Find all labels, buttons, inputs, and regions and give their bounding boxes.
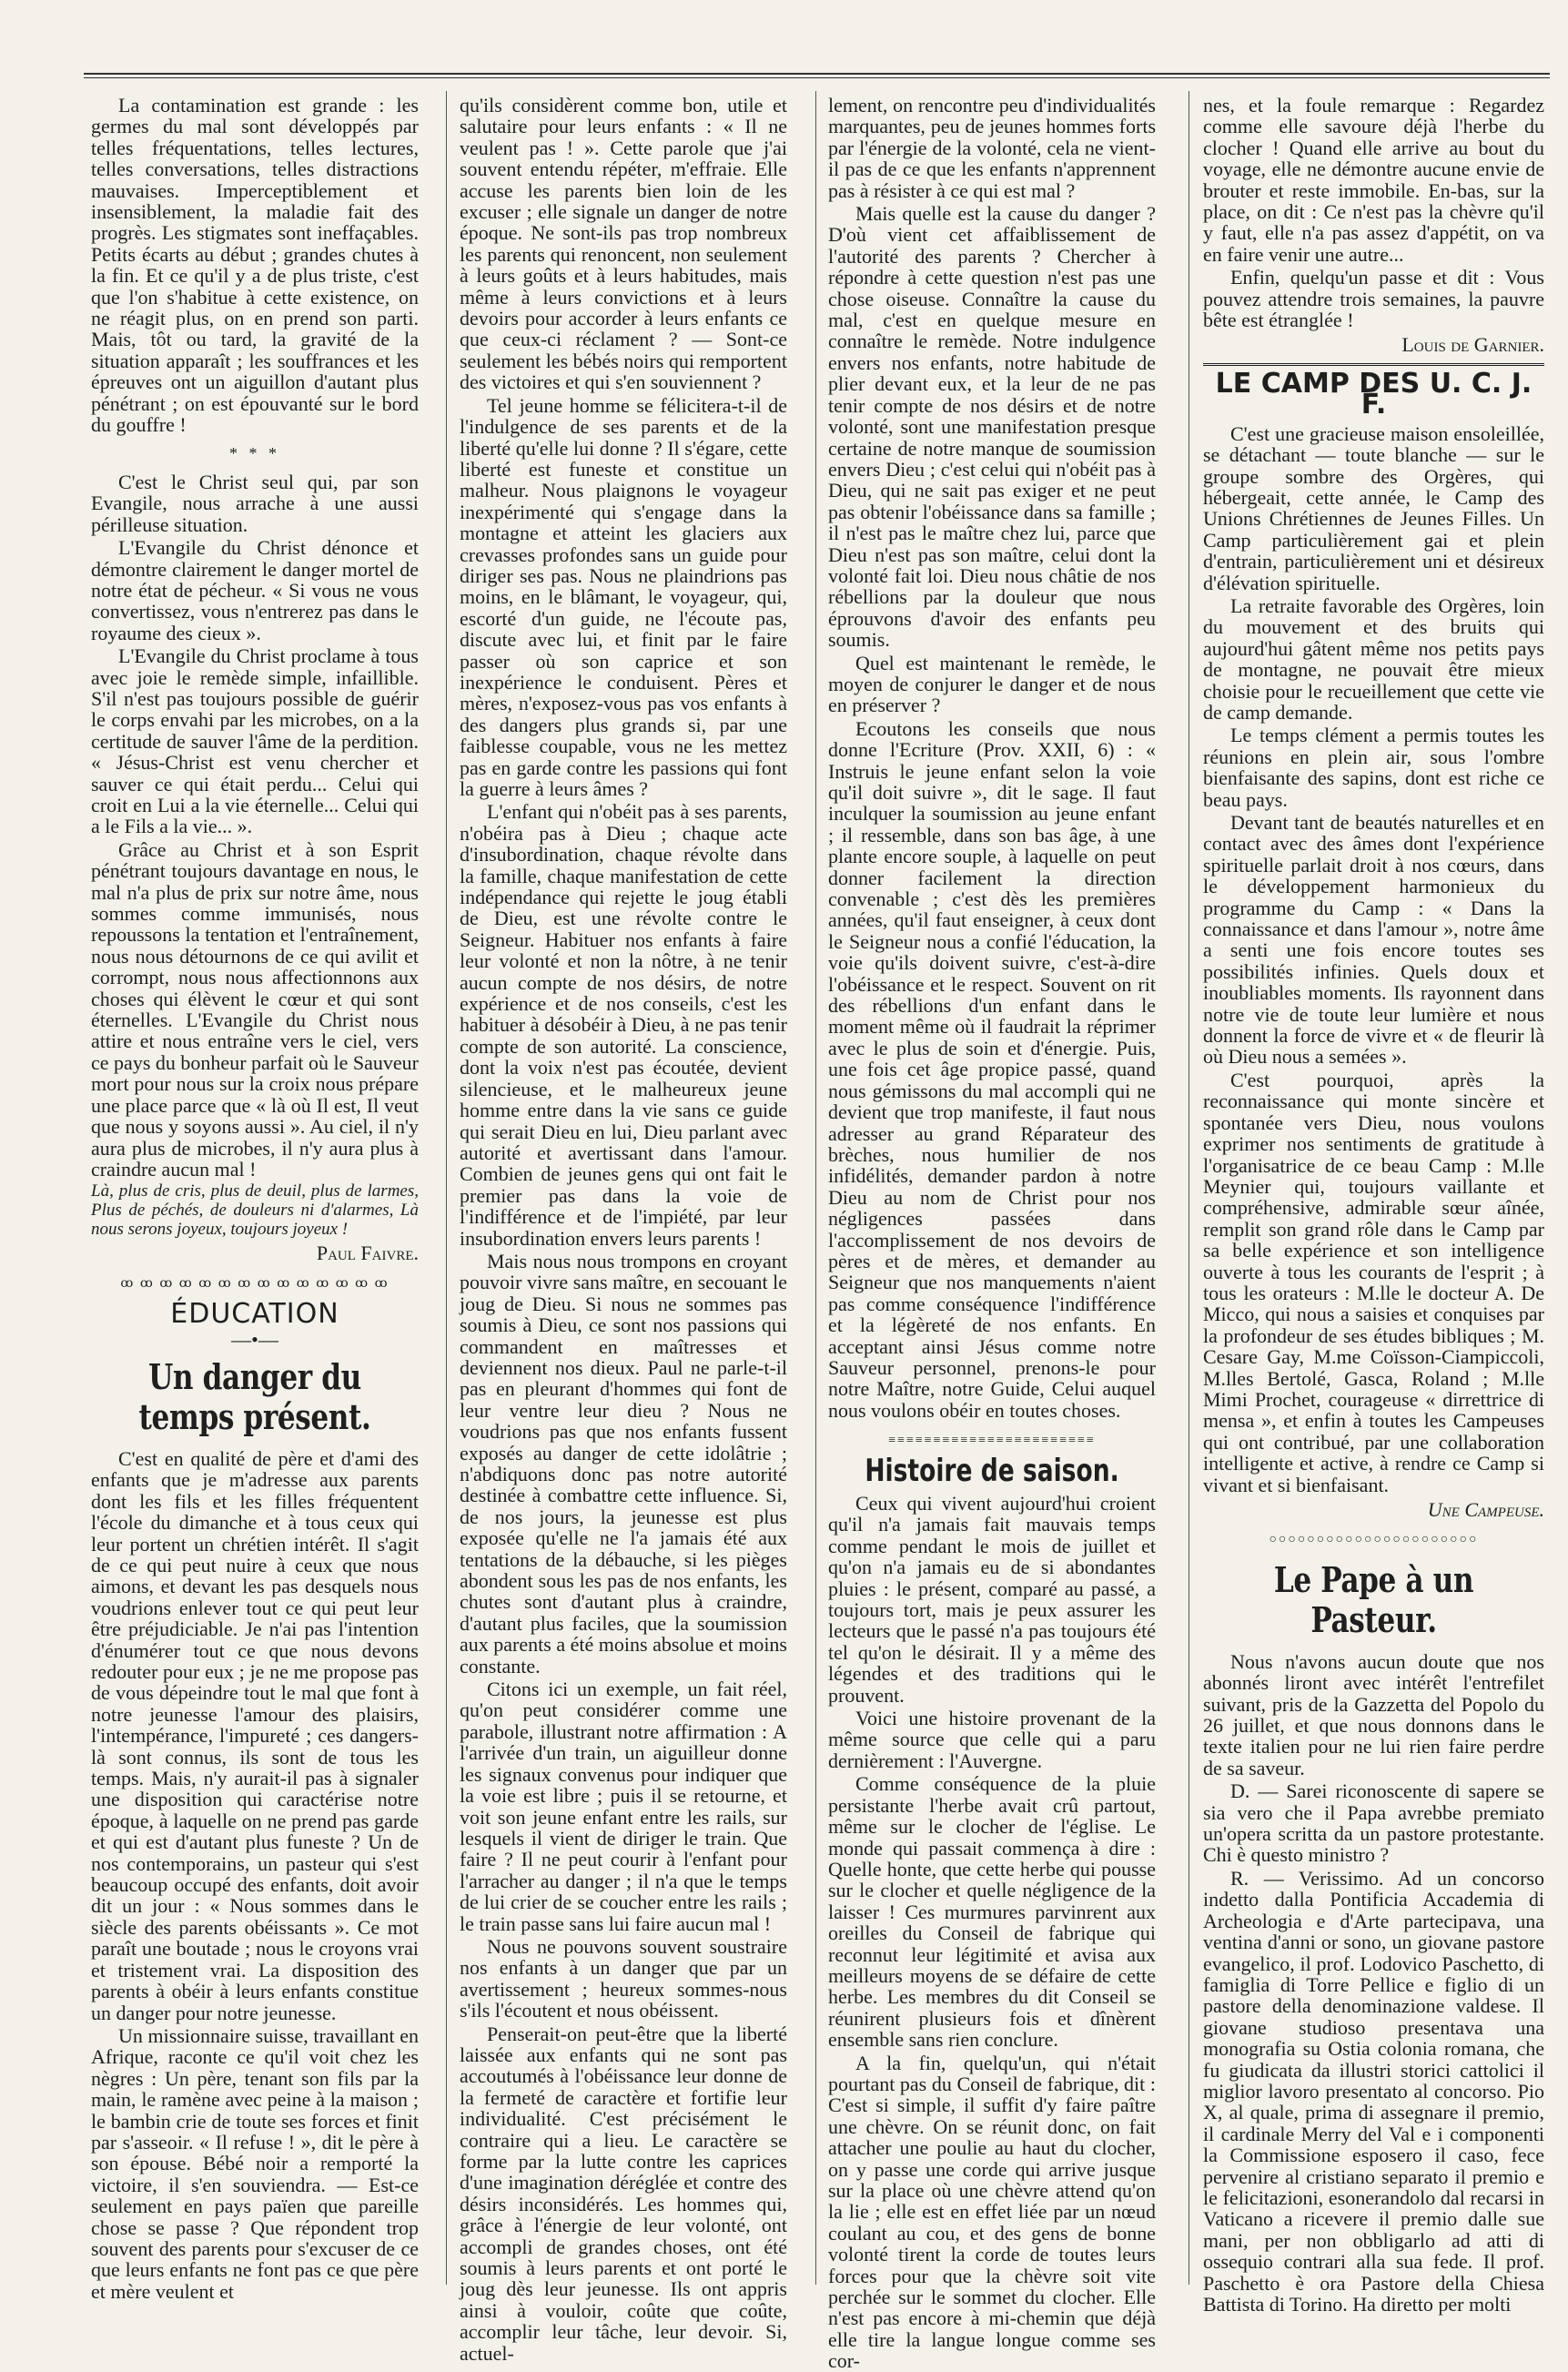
paragraph: La contamination est grande : les germes du mal sont développés par telles fréquentations, telles lectures, telles conversations, telles distractions mauvaises. Imperceptiblement et insensiblement, la maladie fait des progrès. Les stigmates sont ineffaçables. Petits écarts au début ; grandes chutes à la fin. Et ce qu'il y a de plus triste, c'est que l'on s'habitue à cette existence, on ne réagit plus, on en prend son parti. Mais, tôt ou tard, la gravité de la situation apparaît ; les souffrances et les épreuves ont un aiguillon d'autant plus pénétrant ; on est épouvanté sur le bord du gouffre ! (91, 94, 419, 437)
column-divider (815, 91, 816, 2285)
paragraph: Nous ne pouvons souvent soustraire nos enfants à un danger que par un avertissement ; heureux sommes-nous s'ils l'écoutent et nous obéissent. (460, 1934, 787, 2022)
paragraph: Quel est maintenant le remède, le moyen de conjurer le danger et de nous en préserver ? (828, 651, 1156, 717)
paragraph: Mais quelle est la cause du danger ? D'où vient cet affaiblissement de l'autorité des parents ? Chercher à répondre à cette question n'est pas une chose oiseuse. Connaître la cause du mal, c'est en quelque mesure en connaître le remède. Notre indulgence envers nos enfants, notre habitude de plier devant eux, et la leur de ne pas tenir compte de nos désirs et de notre volonté, sont une manifestation presque certaine de notre manque de soumission envers Dieu ; c'est celui qui n'obéit pas à Dieu, qui ne sait pas exiger et ne peut pas obtenir l'obéissance dans sa famille ; il n'est pas le maître chez lui, parce que Dieu n'est pas son maître, celui dont la volonté fait loi. Dieu nous châtie de nos rébellions par la douleur que nous éprouvons d'avoir des enfants peu soumis. (828, 202, 1156, 652)
paragraph: L'Evangile du Christ dénonce et démontre clairement le danger mortel de notre état de pécheur. « Si vous ne vous convertissez, vous n'entrerez pas dans le royaume des cieux ». (91, 536, 419, 644)
paragraph: Tel jeune homme se félicitera-t-il de l'indulgence de ses parents et de la liberté qu'elle lui donne ? Il s'égare, cette liberté est funeste et constitue un malheur. Nous plaignons le voyageur inexpérimenté qui s'engage dans la montagne et atteint les glaciers aux crevasses profondes sans un guide pour diriger ses pas. Nous ne plaindrions pas moins, en le blâmant, le voyageur, qui, escorté d'un guide, ne l'écoute pas, discute avec lui, et finit par le faire passer où son caprice et son inexpérience le conduisent. Pères et mères, n'exposez-vous pas vos enfants à des dangers plus grands si, par une faiblesse coupable, vous ne les mettez pas en garde contre les passions qui font la guerre à leurs âmes ? (460, 393, 787, 800)
section-heading: ÉDUCATION (170, 1298, 339, 1331)
column-4 (1203, 94, 1544, 2316)
paragraph: Comme conséquence de la pluie persistante l'herbe avait crû partout, même sur le clocher de l'église. Le monde qui passait commença à dire : Quelle honte, que cette herbe qui pousse sur le clocher et quelle négligence de la laisser ! Ces murmures parvinrent aux oreilles du Conseil de fabrique qui reconnut leur légitimité et avisa aux meilleurs moyens de se défaire de cette herbe. Les membres du dit Conseil se réunirent plusieurs fois et dînèrent ensemble sans rien conclure. (828, 1772, 1156, 2052)
paragraph: C'est une gracieuse maison ensoleillée, se détachant — toute blanche — sur le groupe sombre des Orgères, qui hébergeait, cette année, le Camp des Unions Chrétiennes de Jeunes Filles. Un Camp particulièrement gai et plein d'entrain, particulièrement uni et désireux d'élévation spirituelle. (1203, 421, 1544, 594)
paragraph: Penserait-on peut-être que la liberté laissée aux enfants qui ne sont pas accoutumés à l'obéissance leur donne de la fermeté de caractère et fortifie leur individualité. C'est précisément le contraire qui a lieu. Le caractère se forme par la lutte contre les caprices d'une imagination déréglée et contre des désirs inconsidérés. Les hommes qui, grâce à l'énergie de leur volonté, ont accompli de grandes choses, ont été soumis à leurs parents et ont porté le joug dès leur jeunesse. Ils ont appris ainsi à vouloir, coûte que coûte, accomplir leur tâche, leur devoir. Si, actuel- (460, 2022, 787, 2365)
column-3 (828, 94, 1156, 2372)
paragraph: Grâce au Christ et à son Esprit pénétrant toujours davantage en nous, le mal n'a plus de prix sur notre âme, nous sommes comme immunisés, nous repoussons la tentation et l'entraînement, nous nous détournons de ce qui avilit et corrompt, nous nous affectionnons aux choses qui élèvent le cœur et qui sont éternelles. L'Evangile du Christ nous attire et nous entraîne vers le ciel, vers ce pays du bonheur parfait où le Sauveur mort pour nous sur la croix nous prépare une place parce que « là où Il est, Il veut que nous y soyons aussi ». Au ciel, il n'y aura plus de microbes, il n'y aura plus à craindre aucun mal ! (91, 837, 419, 1181)
verse: Là, plus de cris, plus de deuil, plus de larmes, Plus de péchés, de douleurs ni d'alarmes, Là nous serons joyeux, toujours joyeux ! (91, 1181, 419, 1240)
paragraph: L'Evangile du Christ proclame à tous avec joie le remède simple, infaillible. S'il n'est pas toujours possible de guérir le corps envahi par les microbes, on a la certitude de sauver l'âme de la perdition. « Jésus-Christ est venu chercher et sauver ce qui était perdu... Celui qui croit en Lui a la vie éternelle... Celui qui a le Fils a la vie... ». (91, 644, 419, 838)
article-title: Le Pape à un Pasteur. (1273, 1558, 1474, 1640)
paragraph: lement, on rencontre peu d'individualités marquantes, peu de jeunes hommes forts par l'énergie de la volonté, cela ne vient-il pas de ce que les enfants n'apprennent pas à résister à ce qui est mal ? (828, 94, 1156, 202)
paragraph: Mais nous nous trompons en croyant pouvoir vivre sans maître, en secouant le joug de Dieu. Si nous ne sommes pas soumis à Dieu, ce sont nos passions qui commandent en maîtresses et deviennent nos dieux. Paul ne parle-t-il pas en pleurant d'hommes qui font de leur ventre leur dieu ? Nous ne voudrions pas que nos enfants fussent exposés au danger de cette idolâtrie ; n'abdiquons donc pas notre autorité destinée à combattre cette influence. Si, de nos jours, la jeunesse est plus exposée qu'elle ne l'a jamais été aux tentations de la débauche, si les pièges abondent sous les pas de nos enfants, les chutes sont d'autant plus à craindre, d'autant plus faciles, que la soumission aux parents a été moins absolue et moins constante. (460, 1249, 787, 1678)
article-title: Un danger du temps présent. (138, 1355, 371, 1437)
signature: Une Campeuse. (1427, 1498, 1544, 1521)
article-title: LE CAMP DES U. C. J. F. (1215, 367, 1533, 421)
paragraph: La retraite favorable des Orgères, loin du mouvement et des bruits qui aujourd'hui gâtent même nos petits pays de montagne, ne pouvait être mieux choisie pour le recueillement que cette vie de camp demande. (1203, 593, 1544, 724)
paragraph: Nous n'avons aucun doute que nos abonnés liront avec intérêt l'entrefilet suivant, pris de la Gazzetta del Popolo du 26 juillet, et que nous donnons dans le texte italien pour ne lui rien faire perdre de sa saveur. (1203, 1649, 1544, 1779)
paragraph: C'est en qualité de père et d'ami des enfants que je m'adresse aux parents dont les fils et les filles fréquentent l'école du dimanche et à tous ceux qui leur portent un chrétien intérêt. Il s'agit de ce qui peut nuire à ceux que nous aimons, et devant les pas desquels nous voudrions enlever tout ce qui peut leur être préjudiciable. Je n'ai pas l'intention d'énumérer tout ce que nous devons redouter pour eux ; je ne me propose pas de vous dépeindre tout le mal que font à notre jeunesse l'amour des plaisirs, l'intempérance, l'impureté ; ces dangers-là sont connus, ils sont de tous les temps. Mais, n'y aurait-il pas à signaler une disposition qui caractérise notre époque, à laquelle on ne prend pas garde et qui est d'autant plus funeste ? Un de nos contemporains, un pasteur qui s'est beaucoup occupé des enfants, doit avoir dit un jour : « Nous sommes dans le siècle des parents obéissants ». Ce mot paraît une boutade ; nous le croyons vrai et tristement vrai. La disposition des parents à obéir à leurs enfants constitue un danger pour notre jeunesse. (91, 1446, 419, 2024)
section-stars: * * * (229, 443, 280, 462)
paragraph: R. — Verissimo. Ad un concorso indetto dalla Pontificia Accademia di Archeologia e d'Arte partecipava, una ventina d'anni or sono, un giovane pastore evangelico, il prof. Lodovico Paschetto, di famiglia di Torre Pellice e figlio di un pastore della denominazione valdese. Il giovane studioso presentava una monografia su Ostia colonia romana, che fu giudicata da illustri storici cattolici il miglior lavoro presentato al concorso. Pio X, al quale, prima di assegnare il premio, il cardinale Merry del Val e i componenti la Commissione esposero il caso, fece pervenire al cristiano separato il premio e le felicitazioni, esonerandolo dal recarsi in Vaticano a ricevere il premio dalle sue mani, per non obbligarlo ad atti di ossequio contrari alla sua fede. Il prof. Paschetto è ora Pastore della Chiesa Battista di Torino. Ha diretto per molti (1203, 1866, 1544, 2316)
paragraph: C'est pourquoi, après la reconnaissance qui monte sincère et spontanée vers Dieu, nous voulons exprimer nos sentiments de gratitude à l'organisatrice de ce beau Camp : M.lle Meynier qui, toujours vaillante et compréhensive, admirable sœur aînée, remplit son grand rôle dans le Camp par sa belle expérience et son intelligence ouverte à tous les courants de l'esprit ; à tous les orateurs : M.lle le docteur A. De Micco, qui nous a saisies et conquises par la profondeur de ses études bibliques ; M. Cesare Gay, M.me Coïsson-Ciampiccoli, M.lles Bertolé, Gasca, Roland ; M.lle Mimi Prochet, courageuse « dirrettrice di mensa », et enfin à toutes les Campeuses qui ont contribué, par une collaboration intelligente et active, à rendre ce Camp si vivant et si bienfaisant. (1203, 1068, 1544, 1496)
paragraph: Le temps clément a permis toutes les réunions en plein air, sous l'ombre bienfaisante des sapins, dont est riche ce beau pays. (1203, 724, 1544, 811)
ornament-divider: ○○○○○○○○○○○○○○○○○○○○○○ (1269, 1533, 1479, 1547)
column-2 (460, 94, 787, 2365)
ornament: —•— (231, 1327, 278, 1351)
paragraph: Ecoutons les conseils que nous donne l'Ecriture (Prov. XXII, 6) : « Instruis le jeune enfant selon la voie qu'il doit suivre », dit le sage. Il faut inculquer la soumission au jeune enfant ; il ressemble, dans son bas âge, à une plante encore souple, à laquelle on peut donner facilement la direction convenable ; c'est dès les premières années, qu'il faut enseigner, à ceux dont le Seigneur nous a confié l'éducation, la voie qu'ils doivent suivre, c'est-à-dire l'obéissance et le respect. Souvent on rit des rébellions d'un enfant dans le moment même où il faudrait la réprimer avec le plus de soin et d'énergie. Puis, une fois cet âge propice passé, quand nous gémissons du mal accompli qui ne devient que trop manifeste, il faut nous adresser au grand Réparateur des brèches, nous humilier de nos infidélités, demander pardon à notre Dieu au nom de Christ pour nos négligences passées dans l'accomplissement de nos devoirs de pères et de mères, et demander au Seigneur que nos manquements n'aient pas comme conséquence l'indifférence et la légèreté de nos enfants. En acceptant ainsi Jésus comme notre Sauveur personnel, prenons-le pour notre Maître, notre Guide, Celui auquel nous voulons obéir en toutes choses. (828, 716, 1156, 1422)
paragraph: D. — Sarei riconoscente di sapere se sia vero che il Papa avrebbe premiato un'opera scritta da un pastore protestante. Chi è questo ministro ? (1203, 1779, 1544, 1867)
paragraph: Un missionnaire suisse, travaillant en Afrique, raconte ce qu'il voit chez les nègres : Un père, tenant son fils par la main, le ramène avec peine à la maison ; le bambin crie de toute ses forces et finit par s'asseoir. « Il refuse ! », dit le père à son épouse. Bébé noir a remporté la victoire, il s'en souviendra. — Est-ce seulement en pays païen que pareille chose se passe ? Que répondent trop souvent des parents pour s'excuser de ce que leurs enfants ne font pas ce que père et mère veulent et (91, 2023, 419, 2303)
paragraph: A la fin, quelqu'un, qui n'était pourtant pas du Conseil de fabrique, dit : C'est si simple, il suffit d'y faire paître une chèvre. On se réunit donc, on fait attacher une poulie au haut du clocher, on y passe une corde qui arrive jusque sur la place où une chèvre attend qu'on la lie ; elle est en effet liée par un nœud coulant au cou, et des gens de bonne volonté tirent la corde de toutes leurs forces pour que la chèvre soit vite perchée sur le sommet du clocher. Elle n'est pas encore à mi-chemin que déjà elle tire la langue longue comme ses cor- (828, 2051, 1156, 2372)
paragraph: L'enfant qui n'obéit pas à ses parents, n'obéira pas à Dieu ; chaque acte d'insubordination, chaque révolte dans la famille, chaque manifestation de cette indépendance qui rejette le joug établi de Dieu, est une révolte contre le Seigneur. Habituer nos enfants à faire leur volonté et non la nôtre, à ne tenir aucun compte de nos désirs, de notre expérience et de nos conseils, c'est les habituer à désobéir à Dieu, à ne pas tenir compte de son autorité. La conscience, dont la voix n'est pas écoutée, devient silencieuse, et le malheureux jeune homme entre dans la vie sans ce guide qui serait Dieu en lui, Dieu parlant avec autorité et avertissant dans l'amour. Combien de jeunes gens qui ont fait le premier pas dans la voie de l'indifférence et de l'impiété, par leur insubordination envers leurs parents ! (460, 800, 787, 1250)
paragraph: Citons ici un exemple, un fait réel, qu'on peut considérer comme une parabole, illustrant notre affirmation : A l'arrivée d'un train, un aiguilleur donne les signaux convenus pour indiquer que la voie est libre ; puis il se retourne, et voit son jeune enfant entre les rails, sur lesquels il vient de diriger le train. Que faire ? Il ne peut courir à l'enfant pour l'arracher au danger ; il n'a que le temps de lui crier de se coucher entre les rails ; le train passe sans lui faire aucun mal ! (460, 1678, 787, 1935)
signature: Paul Faivre. (316, 1242, 419, 1265)
paragraph: Enfin, quelqu'un passe et dit : Vous pouvez attendre trois semaines, la pauvre bête est étranglée ! (1203, 266, 1544, 332)
paragraph: Voici une histoire provenant de la même source que celle qui a paru dernièrement : l'Auvergne. (828, 1707, 1156, 1772)
signature: Louis de Garnier. (1401, 333, 1544, 357)
paragraph: C'est le Christ seul qui, par son Evangile, nous arrache à une aussi périlleuse situation. (91, 470, 419, 536)
ornament-divider: ≡≡≡≡≡≡≡≡≡≡≡≡≡≡≡≡≡≡≡≡≡≡≡ (888, 1434, 1096, 1448)
ornament-divider: ꝏ ꝏ ꝏ ꝏ ꝏ ꝏ ꝏ ꝏ ꝏ ꝏ ꝏ ꝏ ꝏ ꝏ (120, 1276, 389, 1291)
divider (1203, 363, 1544, 366)
top-rule (84, 73, 1550, 78)
paragraph: Ceux qui vivent aujourd'hui croient qu'il n'a jamais fait mauvais temps comme pendant le mois de juillet et qu'on n'a jamais eu de si abondantes pluies : le présent, comparé au passé, a toujours tort, mais je peux assurer les lecteurs que le passé n'a pas toujours été tel qu'on le désirait. Il y a même des légendes et des traditions qui le prouvent. (828, 1492, 1156, 1707)
column-divider (446, 91, 447, 2285)
paragraph: nes, et la foule remarque : Regardez comme elle savoure déjà l'herbe du clocher ! Quand elle arrive au bout du voyage, elle ne démontre aucune envie de brouter et reste immobile. En-bas, sur la place, on dit : Ce n'est pas la chèvre qu'il y faut, elle n'a pas assez d'appétit, on va en faire venir une autre... (1203, 94, 1544, 266)
column-1 (91, 94, 419, 2303)
paragraph: qu'ils considèrent comme bon, utile et salutaire pour leurs enfants : « Il ne veulent pas ! ». Cette parole que j'ai souvent entendu répéter, m'effraie. Elle accuse les parents bien loin de les excuser ; elle signale un danger de notre époque. Ne sont-ils pas trop nombreux les parents qui renoncent, non seulement à leurs goûts et à leurs habitudes, mais même à leurs convictions et à leurs devoirs pour accorder à leurs enfants ce que ceux-ci réclament ? — Sont-ce seulement les bébés noirs qui remportent des victoires et qui s'en souviennent ? (460, 94, 787, 394)
paragraph: Devant tant de beautés naturelles et en contact avec des âmes dont l'expérience spirituelle parlait droit à nos cœurs, dans le développement harmonieux du programme du Camp : « Dans la connaissance et dans l'amour », notre âme a senti une fois encore toutes ses possibilités infinies. Quels doux et inoubliables moments. Ils rayonnent dans notre vie de toute leur lumière et nous donnent la force de vivre et « de fleurir là où Dieu nous a semées ». (1203, 811, 1544, 1069)
article-title: Histoire de saison. (865, 1452, 1119, 1489)
